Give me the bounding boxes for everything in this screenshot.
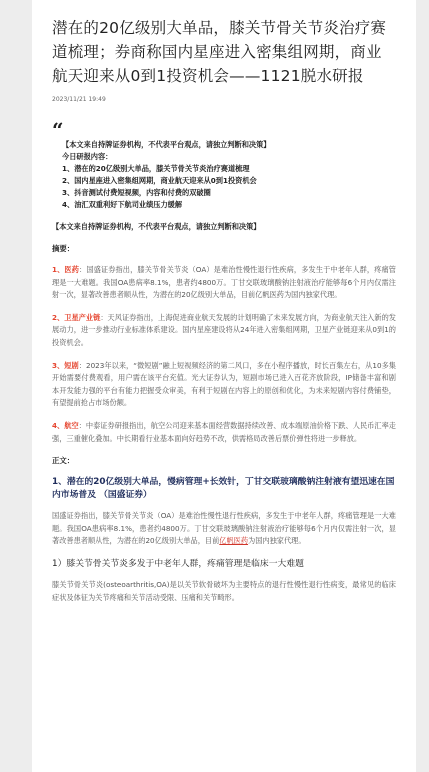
article-page	[32, 0, 416, 772]
summary-satellite: 2、卫星产业链：天风证券指出，上海促进商业航天发展的计划明确了未来发展方向，为商业航天注入新的发展动力，进一步推动行业标准体系建设。国内星座建设将从24年进入密集组网期，卫星产业链迎来从0到1的投资机会。	[52, 312, 396, 347]
section-paragraph: 国盛证券指出，膝关节骨关节炎（OA）是难治性慢性退行性疾病，多发生于中老年人群，疼痛管理是一大难题。我国OA患病率8.1%，患者约4800万。丁甘交联玻璃酸钠注射液治疗能够每6个月内仅需注射一次，显著改善患者顺从性，为潜在的20亿级别大单品，目前亿帆医药为国内独家代理。	[52, 511, 396, 546]
toc-item: 2、国内星座进入密集组网期，商业航天迎来从0到1投资机会	[62, 176, 257, 185]
summary-label: 4、航空	[52, 420, 79, 430]
today-label: 今日研报内容：	[62, 152, 113, 161]
body-label: 正文：	[52, 456, 75, 466]
publish-date: 2023/11/21 19:49	[52, 96, 106, 103]
toc-item: 1、潜在的20亿级别大单品，膝关节骨关节炎治疗赛道梳理	[62, 164, 250, 173]
article-content	[32, 0, 416, 604]
summary-label: 2、卫星产业链	[52, 312, 101, 322]
quote-mark-icon: “	[52, 118, 64, 142]
summary-medical: 1、医药：国盛证券指出，膝关节骨关节炎（OA）是难治性慢性退行性疾病，多发生于中老年人群，疼痛管理是一大难题。我国OA患病率8.1%，患者约4800万。丁甘交联玻璃酸钠注射液治疗能够每6个月内仅需注射一次，显著改善患者顺从性，为潜在的20亿级别大单品，目前亿帆医药为国内独家代理。	[52, 265, 396, 300]
intro-block	[52, 139, 396, 211]
disclaimer-repeat: 【本文来自持牌证券机构，不代表平台观点，请独立判断和决策】	[52, 222, 261, 231]
disclaimer: 【本文来自持牌证券机构，不代表平台观点，请独立判断和决策】	[62, 140, 271, 149]
section-heading: 1、潜在的20亿级别大单品，慢病管理+长效针，丁甘交联玻璃酸钠注射液有望迅速在国内市场普及 （国盛证券）	[52, 477, 395, 501]
abstract-label: 摘要：	[52, 244, 75, 253]
subheading: 1）膝关节骨关节炎多发于中老年人群，疼痛管理是临床一大难题	[52, 558, 304, 569]
summary-label: 1、医药	[52, 265, 80, 274]
article-title: 潜在的20亿级别大单品，膝关节骨关节炎治疗赛道梳理；券商称国内星座进入密集组网期，商业航天迎来从0到1投资机会——1121脱水研报	[52, 19, 387, 85]
toc-item: 4、油汇双重利好下航司业绩压力缓解	[62, 200, 183, 209]
stock-link[interactable]: 亿帆医药	[219, 536, 249, 546]
summary-short-drama: 3、短剧：2023年以来，“微短剧”融上短视频经济的第二风口，多在小程序播放，时长百集左右，从10多集开始需要付费观看，用户需在该平台充值。光大证券认为，短剧市场已进入百花齐放阶段，IP储备丰富和剧本开发能力强的平台有能力把握受众审美，有利于短剧在内容上的原创和优化，为未来短剧内容付费铺垫，有望提前抢占市场份额。	[52, 360, 396, 408]
summary-aviation: 4、航空：中泰证券研报指出，航空公司迎来基本面经营数据持续改善、成本端原油价格下跌、人民币汇率走强，三重催化叠加。中长期看行业基本面向好趋势不改，供需格局改善后票价弹性将进一步释放。	[52, 420, 396, 443]
final-paragraph: 膝关节骨关节炎(osteoarthritis,OA)是以关节软骨破坏为主要特点的退行性慢性退行性病变，最常见的临床症状及体征为关节疼痛和关节活动受限、压痛和关节畸形。	[52, 579, 396, 602]
summary-label: 3、短剧	[52, 360, 79, 370]
toc-item: 3、抖音测试付费短视频，内容和付费的双破圈	[62, 188, 211, 197]
